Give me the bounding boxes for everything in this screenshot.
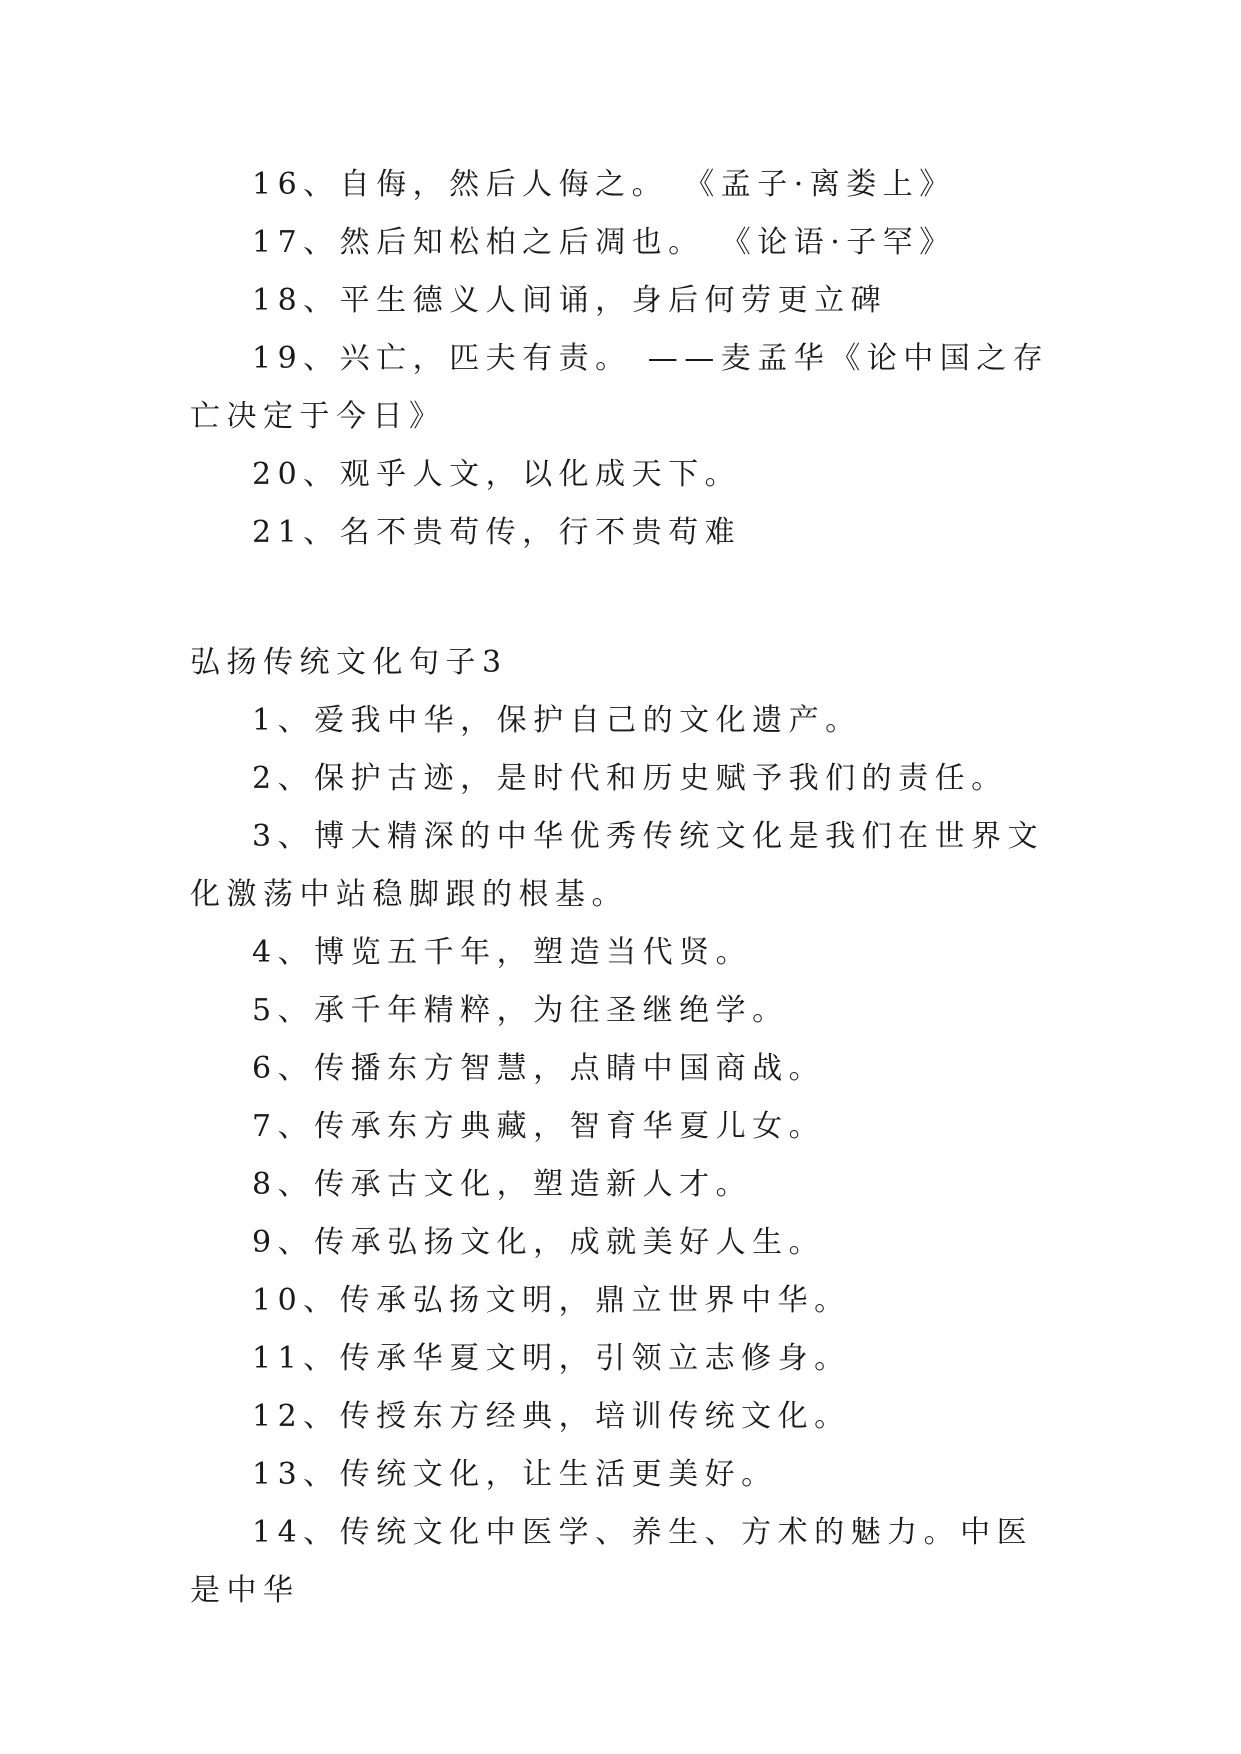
sentence-item-1: 1、爱我中华，保护自己的文化遗产。 — [252, 703, 862, 738]
sentence-item-14: 14、传统文化中医学、养生、方术的魅力。中医是中华 — [190, 1515, 1034, 1608]
sentence-item-7: 7、传承东方典藏，智育华夏儿女。 — [252, 1109, 826, 1144]
quote-item-16: 16、自侮，然后人侮之。 《孟子·离娄上》 — [252, 167, 956, 202]
section-spacer — [190, 562, 1050, 634]
quote-item-20: 20、观乎人文，以化成天下。 — [252, 457, 742, 492]
sentence-item-6: 6、传播东方智慧，点睛中国商战。 — [252, 1051, 826, 1086]
sentence-item-8: 8、传承古文化，塑造新人才。 — [252, 1167, 753, 1202]
sentence-item-11: 11、传承华夏文明，引领立志修身。 — [252, 1341, 851, 1376]
sentence-item-4: 4、博览五千年，塑造当代贤。 — [252, 935, 753, 970]
quote-item-18: 18、平生德义人间诵，身后何劳更立碑 — [252, 283, 888, 318]
sentence-item-13: 13、传统文化，让生活更美好。 — [252, 1457, 778, 1492]
section-heading: 弘扬传统文化句子3 — [190, 645, 508, 680]
sentence-item-10: 10、传承弘扬文明，鼎立世界中华。 — [252, 1283, 851, 1318]
sentence-item-9: 9、传承弘扬文化，成就美好人生。 — [252, 1225, 826, 1260]
quote-item-21: 21、名不贵苟传，行不贵苟难 — [252, 515, 742, 550]
sentence-item-3: 3、博大精深的中华优秀传统文化是我们在世界文化激荡中站稳脚跟的根基。 — [190, 819, 1045, 912]
document-body — [190, 156, 1050, 1620]
quote-item-19: 19、兴亡，匹夫有责。 ——麦孟华《论中国之存亡决定于今日》 — [190, 341, 1050, 434]
sentence-item-5: 5、承千年精粹，为往圣继绝学。 — [252, 993, 789, 1028]
sentence-item-2: 2、保护古迹，是时代和历史赋予我们的责任。 — [252, 761, 1008, 796]
sentence-item-12: 12、传授东方经典，培训传统文化。 — [252, 1399, 851, 1434]
quote-item-17: 17、然后知松柏之后凋也。 《论语·子罕》 — [252, 225, 956, 260]
